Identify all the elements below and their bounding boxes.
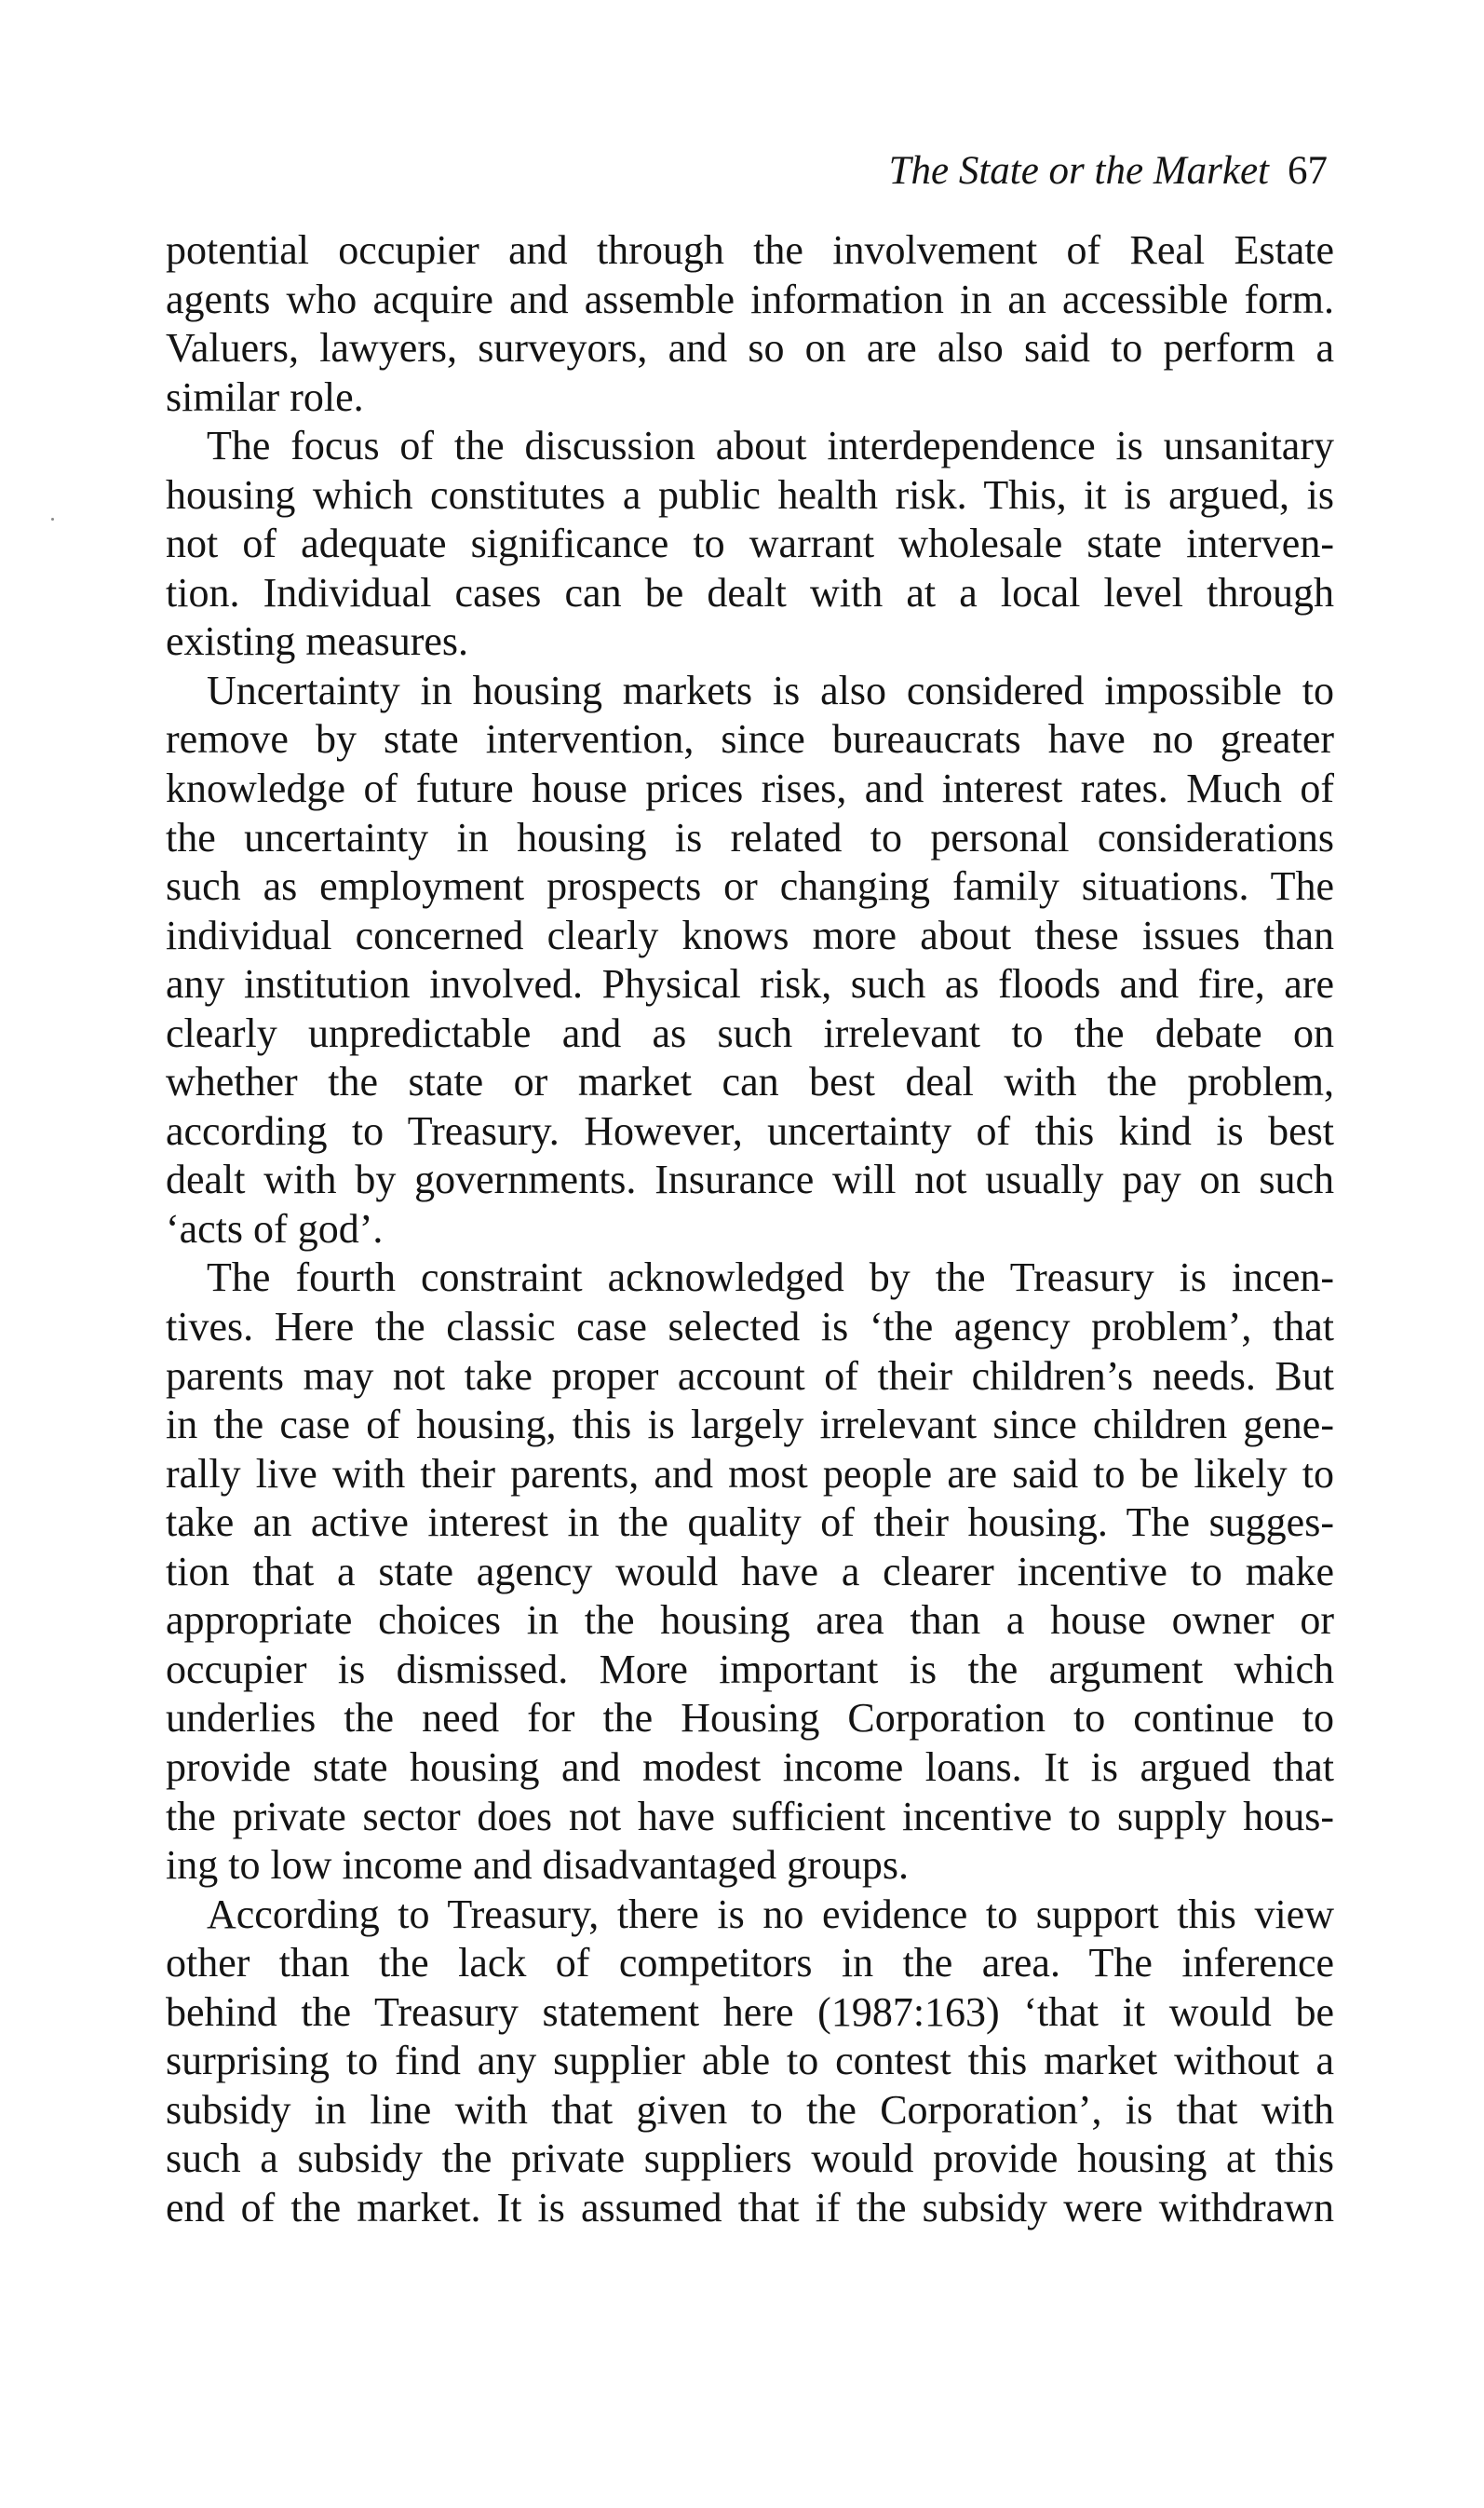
text-line: tion that a state agency would have a clearer incentive to make <box>166 1548 1334 1594</box>
text-line: any institution involved. Physical risk, such as floods and fire, are <box>166 961 1334 1008</box>
text-line: occupier is dismissed. More important is the argument which <box>166 1646 1334 1692</box>
text-line: The focus of the discussion about interdependence is unsanitary <box>207 423 1334 469</box>
text-line: agents who acquire and assemble information in an accessible form. <box>166 276 1334 322</box>
text-line: individual concerned clearly knows more about these issues than <box>166 912 1334 958</box>
text-line: Uncertainty in housing markets is also considered impossible to <box>207 667 1334 713</box>
text-line: underlies the need for the Housing Corporation to continue to <box>166 1695 1334 1742</box>
text-line: existing measures. <box>166 618 469 665</box>
text-line: housing which constitutes a public health risk. This, it is argued, is <box>166 471 1334 518</box>
page-number: 67 <box>1288 149 1328 193</box>
paragraph <box>166 667 1334 1254</box>
text-line: other than the lack of competitors in the area. The inference <box>166 1940 1334 1986</box>
text-line: the uncertainty in housing is related to personal considerations <box>166 814 1334 861</box>
text-line: the private sector does not have sufficient incentive to supply hous- <box>166 1793 1334 1839</box>
text-line: clearly unpredictable and as such irrelevant to the debate on <box>166 1010 1334 1056</box>
text-line: similar role. <box>166 373 364 420</box>
text-line: appropriate choices in the housing area than a house owner or <box>166 1597 1334 1644</box>
paragraph <box>166 422 1334 667</box>
text-line: subsidy in line with that given to the Corporation’, is that with <box>166 2086 1334 2133</box>
text-line: such a subsidy the private suppliers would provide housing at this <box>166 2135 1334 2182</box>
text-line: remove by state intervention, since bureaucrats have no greater <box>166 716 1334 763</box>
text-line: potential occupier and through the involvement of Real Estate <box>166 227 1334 273</box>
text-line: dealt with by governments. Insurance will not usually pay on such <box>166 1157 1334 1203</box>
text-line: such as employment prospects or changing family situations. The <box>166 863 1334 910</box>
text-line: knowledge of future house prices rises, and interest rates. Much of <box>166 766 1334 812</box>
text-line: ‘acts of god’. <box>166 1205 384 1252</box>
text-line: provide state housing and modest income loans. It is argued that <box>166 1743 1334 1790</box>
text-line: tion. Individual cases can be dealt with at a local level through <box>166 569 1334 616</box>
paragraph <box>166 1891 1334 2233</box>
text-line: parents may not take proper account of their children’s needs. But <box>166 1352 1334 1399</box>
text-line: end of the market. It is assumed that if the subsidy were withdrawn <box>166 2184 1334 2230</box>
text-line: rally live with their parents, and most people are said to be likely to <box>166 1450 1334 1497</box>
text-line: According to Treasury, there is no evidence to support this view <box>207 1891 1334 1937</box>
paragraph <box>166 226 1334 422</box>
text-line: in the case of housing, this is largely irrelevant since children gene- <box>166 1402 1334 1448</box>
text-line: take an active interest in the quality of their housing. The sugges- <box>166 1499 1334 1546</box>
text-line: tives. Here the classic case selected is ‘the agency problem’, that <box>166 1304 1334 1350</box>
text-line: behind the Treasury statement here (1987:163) ‘that it would be <box>166 1988 1334 2035</box>
text-line: ing to low income and disadvantaged groups. <box>166 1842 909 1889</box>
text-line: whether the state or market can best deal with the problem, <box>166 1059 1334 1105</box>
text-line: surprising to find any supplier able to contest this market without a <box>166 2038 1334 2084</box>
text-line: according to Treasury. However, uncertainty of this kind is best <box>166 1107 1334 1154</box>
running-head <box>889 147 1328 196</box>
paragraph <box>166 1254 1334 1890</box>
text-line: Valuers, lawyers, surveyors, and so on are also said to perform a <box>166 325 1334 372</box>
text-line: The fourth constraint acknowledged by the Treasury is incen- <box>207 1254 1334 1301</box>
text-line: not of adequate significance to warrant wholesale state interven- <box>166 521 1334 567</box>
body-text <box>166 226 1334 2232</box>
running-head-title: The State or the Market <box>888 149 1269 193</box>
scan-speck <box>51 518 54 521</box>
